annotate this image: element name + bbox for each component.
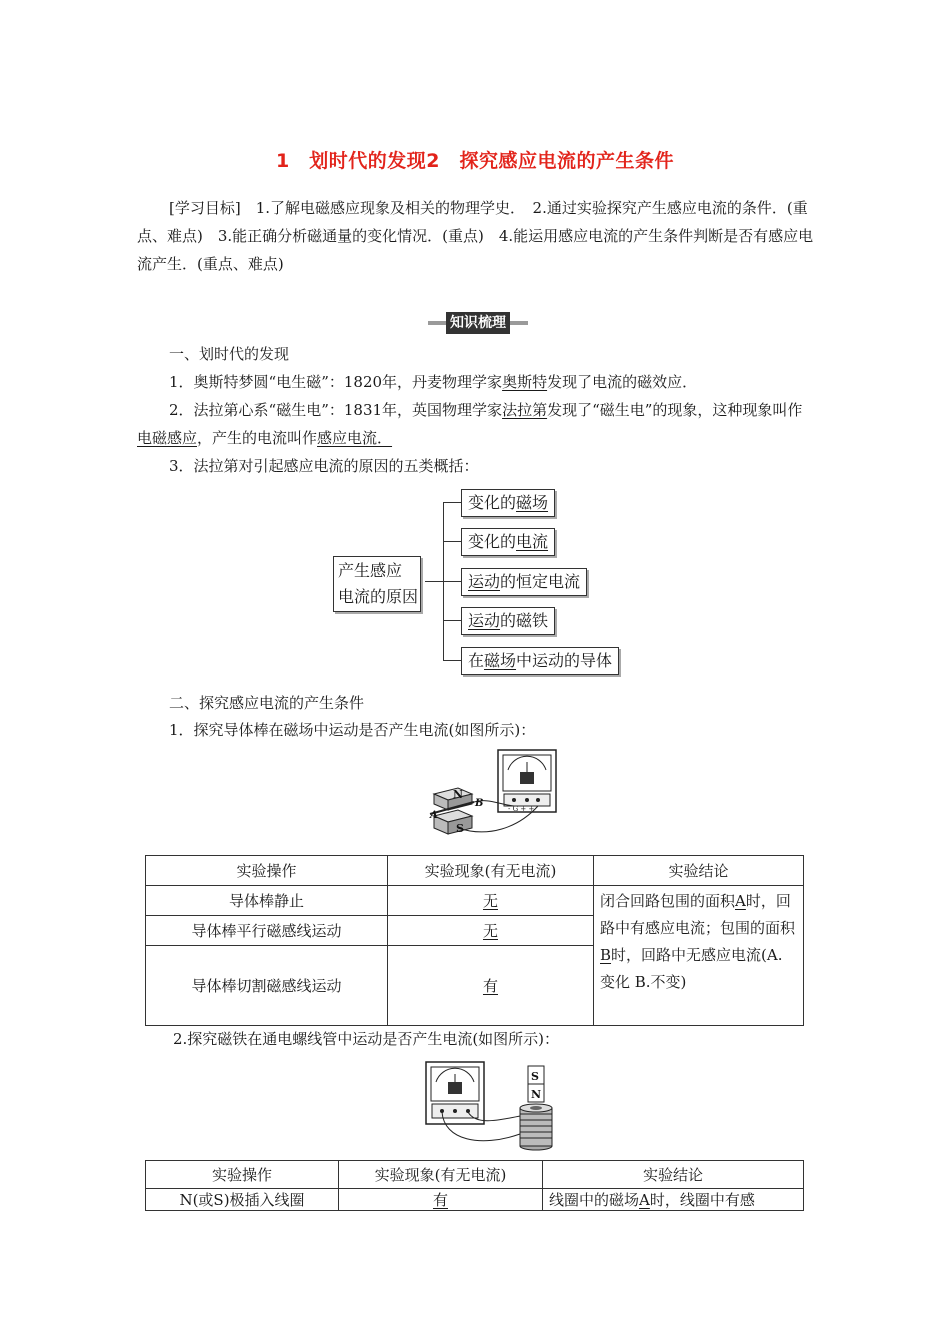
branch-answer: 电流: [516, 532, 549, 551]
label-s: S: [456, 822, 464, 835]
objectives-tag: [学习目标]: [169, 199, 241, 217]
item2-text-a: 2．法拉第心系“磁生电”：1831年，英国物理学家: [169, 401, 503, 419]
label-a: A: [430, 810, 438, 821]
conclusion-text: 闭合回路包围的面积: [600, 892, 736, 910]
mindmap-branch: [461, 528, 555, 556]
item1-text-b: 发现了电流的磁效应．: [547, 373, 698, 391]
figure-conductor-in-magnet: [428, 748, 558, 844]
item2-text-b: 发现了“磁生电”的现象，这种现象叫作: [547, 401, 803, 419]
experiment-table-2: [145, 1160, 804, 1211]
galvanometer-icon: [426, 1062, 484, 1124]
item2-answer-2: 电磁感应: [137, 429, 198, 447]
branch-text: 变化的: [468, 532, 517, 551]
experiment-table-1: [145, 855, 804, 1026]
table-cell-op: 导体棒静止: [146, 886, 388, 916]
result-answer: 无: [482, 922, 498, 940]
branch-text: 的恒定电流: [500, 572, 581, 591]
conclusion-text: 线圈中的磁场: [549, 1191, 640, 1209]
table-header: 实验结论: [543, 1161, 804, 1189]
item1-text-a: 1．奥斯特梦圆“电生磁”：1820年，丹麦物理学家: [169, 373, 503, 391]
conclusion-text: 时，回路中有感应电流；包围的面积: [600, 892, 796, 937]
branch-answer: 磁场: [516, 493, 549, 512]
conclusion-answer: B: [600, 946, 612, 964]
mindmap-tick: [443, 541, 461, 542]
table-cell-result: [388, 916, 594, 946]
section2-item1: 1．探究导体棒在磁场中运动是否产生电流(如图所示)：: [169, 721, 536, 739]
section1-item2: [137, 396, 817, 452]
table-cell-result: [339, 1189, 543, 1211]
conclusion-text: 时，回路中无感应电流(A.变化 B.不变): [600, 946, 783, 991]
section1-item1: [137, 368, 817, 396]
label-b: B: [475, 798, 484, 809]
conclusion-answer: A: [639, 1191, 650, 1209]
branch-text: 在: [468, 651, 485, 670]
label-n: N: [453, 788, 464, 801]
table-cell-conclusion: [543, 1189, 804, 1211]
label-n: N: [531, 1088, 542, 1101]
figure-magnet-in-solenoid: [420, 1060, 560, 1152]
section2-heading: 二、探究感应电流的产生条件: [169, 694, 365, 712]
galvanometer-icon: [498, 750, 556, 812]
mindmap-root-line2: 电流的原因: [338, 587, 419, 606]
mindmap-tick: [443, 660, 461, 661]
result-answer: 有: [482, 977, 498, 995]
mindmap-connector: [425, 581, 443, 582]
label-s: S: [531, 1070, 539, 1083]
table-cell-op: 导体棒切割磁感线运动: [146, 946, 388, 1026]
item2-text-c: ，产生的电流叫作: [197, 429, 318, 447]
branch-text: 的磁铁: [500, 611, 549, 630]
branch-text: 变化的: [468, 493, 517, 512]
solenoid-icon: [520, 1104, 552, 1150]
item2-answer-3: 感应电流．: [317, 429, 393, 447]
mindmap-branch: [461, 607, 555, 635]
mindmap-branch: [461, 647, 619, 675]
table-cell-conclusion: [594, 886, 804, 1026]
result-answer: 有: [432, 1191, 448, 1209]
table-header: 实验现象(有无电流): [339, 1161, 543, 1189]
section1-heading: 一、划时代的发现: [169, 345, 290, 363]
mindmap-tick: [443, 620, 461, 621]
branch-text: 中运动的导体: [516, 651, 613, 670]
page-title: 1 划时代的发现2 探究感应电流的产生条件: [276, 150, 674, 172]
branch-answer: 运动: [468, 572, 501, 591]
objectives-text: 1.了解电磁感应现象及相关的物理学史． 2.通过实验探究产生感应电流的条件．(重点、难点) 3.能正确分析磁通量的变化情况．(重点) 4.能运用感应电流的产生条件判断是否有感应电流产生．(重点、难点): [137, 199, 814, 273]
table-cell-op: N(或S)极插入线圈: [146, 1189, 339, 1211]
item1-answer: 奥斯特: [502, 373, 548, 391]
branch-answer: 磁场: [484, 651, 517, 670]
mindmap-branch: [461, 568, 587, 596]
section1-item3: 3．法拉第对引起感应电流的原因的五类概括：: [169, 457, 479, 475]
table-cell-result: [388, 886, 594, 916]
table-header: 实验操作: [146, 856, 388, 886]
mindmap-root: [333, 556, 421, 612]
branch-answer: 运动: [468, 611, 501, 630]
result-answer: 无: [482, 892, 498, 910]
mindmap-root-line1: 产生感应: [338, 561, 403, 580]
banner-label: 知识梳理: [446, 312, 510, 334]
table-header: 实验现象(有无电流): [388, 856, 594, 886]
mindmap-tick: [443, 581, 461, 582]
conclusion-text: 时，线圈中有感: [649, 1191, 755, 1209]
table-cell-op: 导体棒平行磁感线运动: [146, 916, 388, 946]
table-header: 实验操作: [146, 1161, 339, 1189]
conclusion-answer: A: [735, 892, 746, 910]
mindmap-tick: [443, 502, 461, 503]
knowledge-banner: [428, 312, 528, 334]
learning-objectives: [137, 194, 817, 278]
section2-item2: 2.探究磁铁在通电螺线管中运动是否产生电流(如图所示)：: [173, 1030, 560, 1048]
meter-terminals: - G + +: [508, 805, 535, 813]
table-cell-result: [388, 946, 594, 1026]
mindmap-branch: [461, 489, 555, 517]
table-header: 实验结论: [594, 856, 804, 886]
item2-answer-1: 法拉第: [502, 401, 548, 419]
